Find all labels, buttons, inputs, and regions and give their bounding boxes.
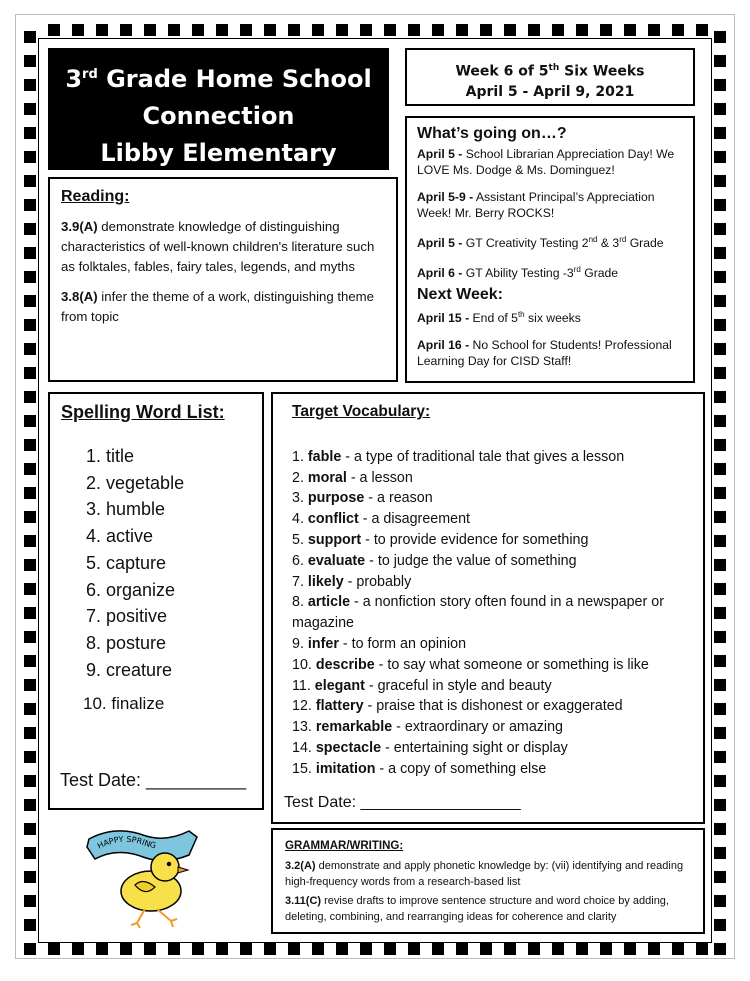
checker-border-left <box>24 24 36 955</box>
week-line-1: Week 6 of 5th Six Weeks <box>455 63 645 80</box>
vocabulary-item: 5. support - to provide evidence for something <box>292 531 589 548</box>
spelling-word: 2. vegetable <box>86 472 185 493</box>
vocabulary-item: 4. conflict - a disagreement <box>292 511 471 528</box>
spelling-word: 1. title <box>86 446 135 466</box>
vocabulary-item: 2. moral - a lesson <box>292 469 413 486</box>
vocabulary-item: 12. flattery - praise that is dishonest or exaggerated <box>292 698 623 715</box>
grammar-heading: GRAMMAR/WRITING: <box>285 840 404 852</box>
vocabulary-item: 9. infer - to form an opinion <box>292 635 467 652</box>
chick-leg <box>157 909 177 927</box>
spelling-word: 4. active <box>86 526 154 547</box>
chick-head <box>151 853 179 881</box>
vocabulary-test-date: Test Date: __________________ <box>284 794 521 811</box>
spelling-word: 6. organize <box>86 579 176 600</box>
event-item: April 6 - GT Ability Testing -3rd Grade <box>417 265 619 281</box>
reading-box <box>48 177 398 382</box>
vocabulary-item: 7. likely - probably <box>292 573 412 590</box>
title-line-2: Connection <box>142 102 295 130</box>
vocabulary-heading: Target Vocabulary: <box>292 403 431 420</box>
next-week-item: April 15 - End of 5th six weeks <box>417 310 581 326</box>
grammar-standard: 3.11(C) revise drafts to improve sentence structure and word choice by adding, deleting, combining, and rearranging ideas for coherence and clarity <box>285 894 669 923</box>
checker-border-bottom <box>24 943 726 955</box>
vocabulary-item: 6. evaluate - to judge the value of something <box>292 552 577 569</box>
spelling-box <box>48 392 264 810</box>
event-item: April 5 - School Librarian Appreciation Day! We LOVE Ms. Dodge & Ms. Dominguez! <box>417 147 675 177</box>
vocabulary-list <box>286 447 690 780</box>
grammar-standard: 3.2(A) demonstrate and apply phonetic knowledge by: (vii) identifying and reading high-frequency words from a research-based list <box>285 859 684 888</box>
spelling-word: 5. capture <box>86 552 167 573</box>
spelling-heading: Spelling Word List: <box>61 402 225 422</box>
vocabulary-item: 11. elegant - graceful in style and beauty <box>292 677 552 694</box>
week-date-range: April 5 - April 9, 2021 <box>465 83 635 100</box>
vocabulary-box <box>271 392 705 824</box>
vocabulary-item: 3. purpose - a reason <box>292 490 433 507</box>
grammar-box <box>271 828 705 934</box>
spelling-test-date: Test Date: __________ <box>60 770 247 790</box>
spelling-word-list <box>61 443 251 718</box>
spelling-word: 3. humble <box>86 499 166 520</box>
chick-eye <box>167 862 171 866</box>
vocabulary-item: 8. article - a nonfiction story often found in a newspaper or magazine <box>292 594 664 632</box>
reading-standard: 3.9(A) demonstrate knowledge of distinguishing characteristics of well-known children's literature such as folktales, fables, fairy tales, legends, and myths <box>61 219 375 274</box>
event-item: April 5 - GT Creativity Testing 2nd & 3rd Grade <box>417 235 664 251</box>
vocabulary-item: 15. imitation - a copy of something else <box>292 760 547 777</box>
next-week-heading: Next Week: <box>417 286 503 304</box>
events-heading: What’s going on…? <box>417 125 567 142</box>
week-info-box <box>405 48 695 106</box>
banner-text: HAPPY SPRING <box>95 834 157 851</box>
vocabulary-item: 1. fable - a type of traditional tale that gives a lesson <box>292 448 625 465</box>
event-item: April 5-9 - Assistant Principal’s Appreciation Week! Mr. Berry ROCKS! <box>417 190 655 220</box>
checker-border-top <box>24 24 726 36</box>
events-box <box>405 116 695 383</box>
spelling-word: 7. positive <box>86 606 168 627</box>
vocabulary-item: 10. describe - to say what someone or something is like <box>292 656 649 673</box>
reading-standard: 3.8(A) infer the theme of a work, distinguishing theme from topic <box>61 289 374 324</box>
spelling-word: 10. finalize <box>83 694 165 714</box>
spelling-word: 8. posture <box>86 632 167 653</box>
vocabulary-item: 14. spectacle - entertaining sight or display <box>292 739 568 756</box>
chick-leg <box>131 909 145 928</box>
title-line-1: 3rd Grade Home School <box>65 65 372 93</box>
reading-heading: Reading: <box>61 188 130 205</box>
checker-border-right <box>714 24 726 955</box>
newsletter-title <box>48 48 389 170</box>
next-week-item: April 16 - No School for Students! Professional Learning Day for CISD Staff! <box>417 338 672 369</box>
title-line-3: Libby Elementary <box>100 139 337 167</box>
chick-beak <box>178 867 188 873</box>
spelling-word: 9. creature <box>86 659 173 680</box>
happy-spring-chick-clipart <box>85 825 210 930</box>
vocabulary-item: 13. remarkable - extraordinary or amazing <box>292 719 564 736</box>
